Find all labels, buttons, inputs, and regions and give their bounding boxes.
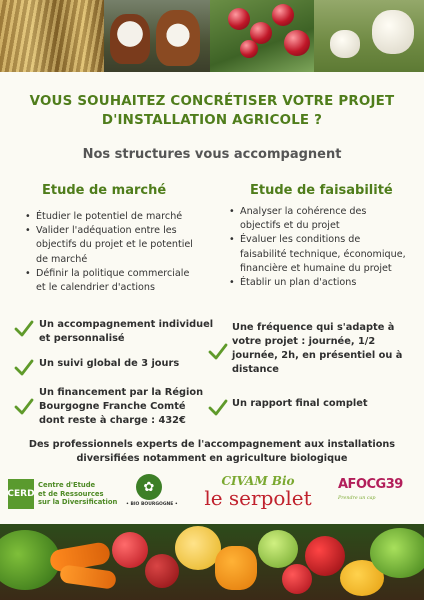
- feasibility-study-list: [228, 205, 408, 290]
- sheep-photo: [314, 0, 424, 72]
- experts-statement: [0, 438, 424, 466]
- cerd-line: et de Ressources: [38, 489, 104, 498]
- afocg-name: AFOCG: [338, 477, 386, 492]
- partner-logos: [0, 474, 424, 524]
- list-item: • Analyser la cohérence des objectifs et du projet: [228, 205, 408, 233]
- list-item: • Définir la politique commerciale et le calendrier d'actions: [24, 267, 202, 295]
- check-icon: [208, 343, 228, 361]
- afocg-logo: [338, 477, 420, 501]
- page-title: [0, 92, 424, 130]
- cerd-logo: [8, 479, 117, 509]
- bio-bourgogne-logo: [126, 474, 178, 514]
- list-item: • Évaluer les conditions de faisabilité technique, économique, financière et humaine du projet: [228, 233, 408, 276]
- benefit-text: Une fréquence qui s'adapte à votre projet : journée, 1/2 journée, 2h, en présentiel ou à distance: [232, 322, 403, 375]
- benefit-text: Un financement par la Région Bourgogne Franche Comté dont reste à charge : 432€: [39, 387, 204, 426]
- cerd-logo-mark: CERD: [8, 479, 34, 509]
- cerd-line: sur la Diversification: [38, 498, 118, 507]
- check-icon: [208, 399, 228, 417]
- benefit-item: [14, 318, 214, 346]
- benefit-text: Un accompagnement individuel et personnalisé: [39, 319, 214, 344]
- cherries-photo: [210, 0, 314, 72]
- benefit-text: Un rapport final complet: [232, 398, 368, 409]
- title-line-2: D'INSTALLATION AGRICOLE ?: [101, 113, 323, 128]
- check-icon: [14, 320, 34, 338]
- bio-bourgogne-label: • BIO BOURGOGNE •: [126, 502, 178, 507]
- benefit-item: [208, 321, 420, 377]
- experts-line-2: diversifiées notamment en agriculture biologique: [76, 453, 348, 464]
- benefit-text: Un suivi global de 3 jours: [39, 358, 180, 369]
- cows-photo: [104, 0, 210, 72]
- benefit-item: [208, 397, 420, 417]
- afocg-tagline: Prendre un cap: [338, 496, 376, 502]
- header-photo-strip: [0, 0, 424, 72]
- market-study-heading: Etude de marché: [42, 183, 167, 198]
- cerd-line: Centre d'Etude: [38, 481, 96, 490]
- afocg-number: 39: [385, 477, 403, 492]
- feasibility-study-heading: Etude de faisabilité: [250, 183, 393, 198]
- leaf-icon: ✿: [136, 474, 162, 500]
- afocg-logo-name: [338, 477, 420, 492]
- title-line-1: VOUS SOUHAITEZ CONCRÉTISER VOTRE PROJET: [29, 94, 395, 109]
- check-icon: [14, 359, 34, 377]
- civam-logo-top: CIVAM Bio: [221, 474, 295, 488]
- benefit-item: [14, 386, 214, 428]
- page-subtitle: Nos structures vous accompagnent: [82, 147, 342, 162]
- cerd-logo-text: [38, 481, 117, 506]
- vegetables-photo: [0, 524, 424, 600]
- benefit-item: [14, 357, 214, 377]
- civam-logo-main: le serpolet: [204, 486, 312, 510]
- experts-line-1: Des professionnels experts de l'accompagnement aux installations: [28, 439, 396, 450]
- list-item: • Étudier le potentiel de marché: [24, 210, 202, 224]
- check-icon: [14, 398, 34, 416]
- civam-logo: [196, 474, 320, 508]
- list-item: • Établir un plan d'actions: [228, 276, 408, 290]
- wheat-photo: [0, 0, 104, 72]
- list-item: • Valider l'adéquation entre les objectifs du projet et le potentiel de marché: [24, 224, 202, 267]
- market-study-list: [24, 210, 202, 295]
